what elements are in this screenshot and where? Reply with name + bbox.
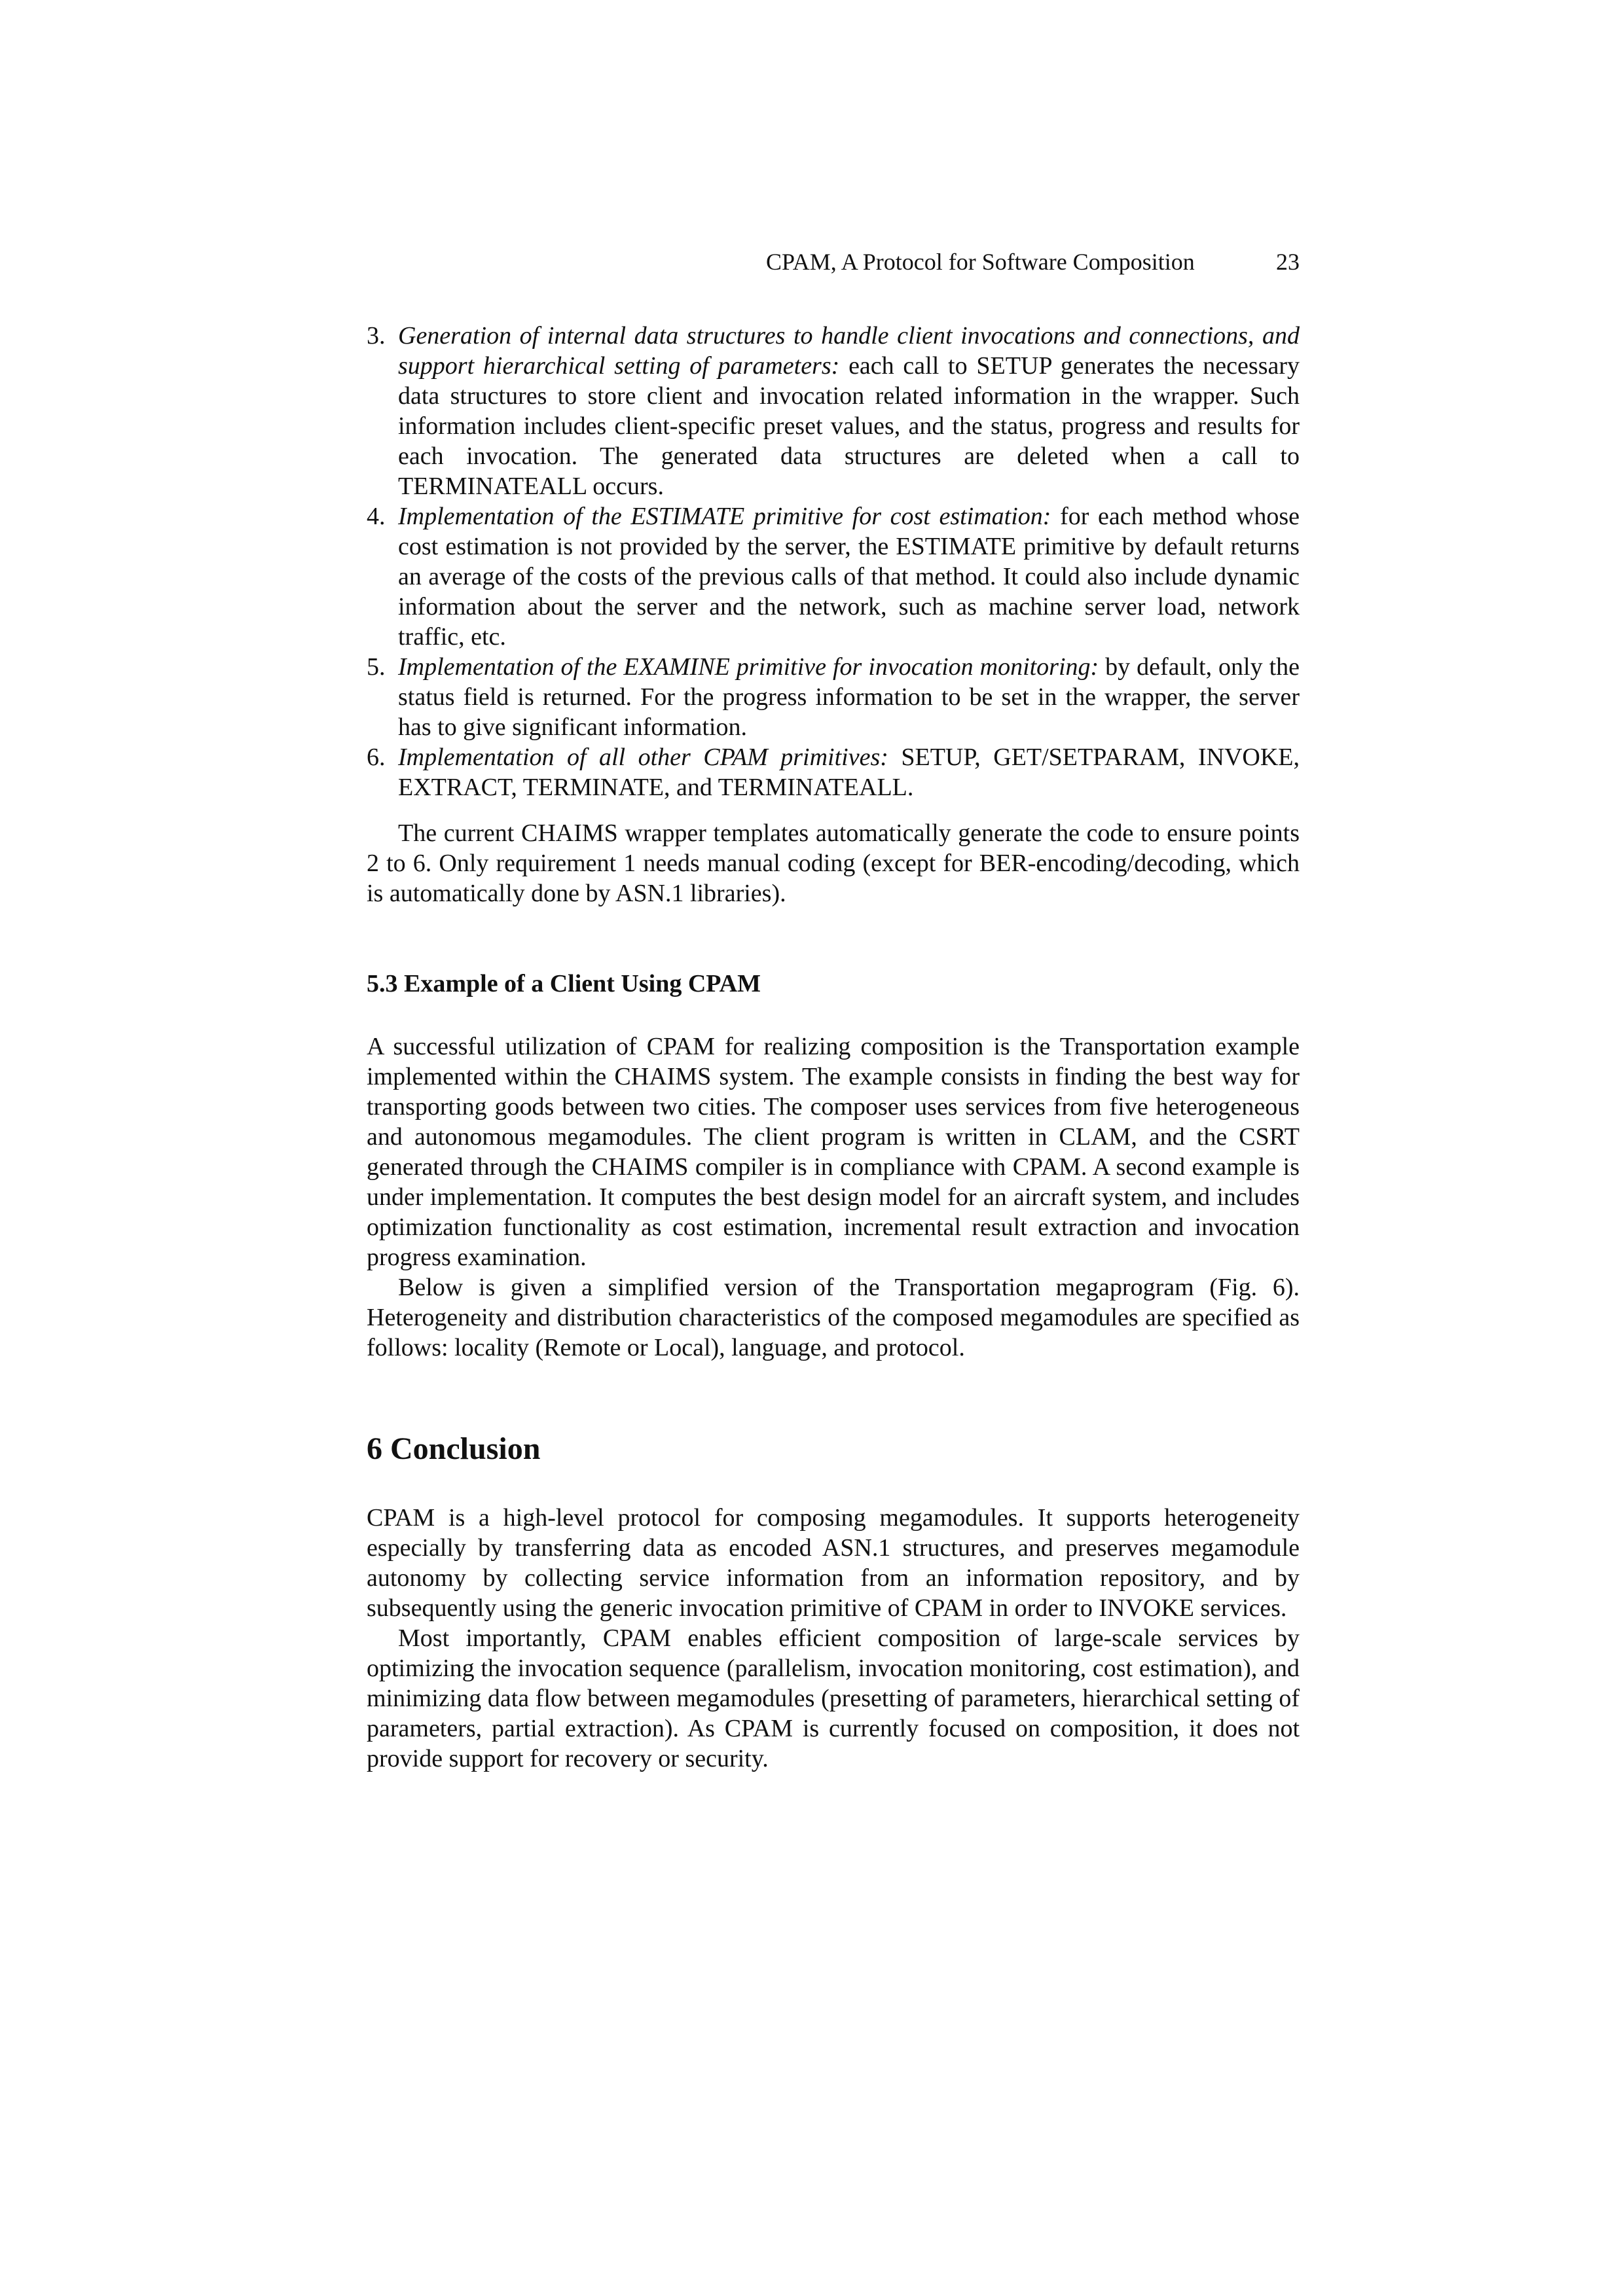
body-text	[367, 321, 1300, 1774]
section-5-3-heading: 5.3 Example of a Client Using CPAM	[367, 970, 761, 997]
list-item-lead: Generation of internal data structures to handle client invocations and connections, and support hierarchical setting of parameters:	[398, 322, 1300, 380]
list-item-number: 4.	[367, 503, 386, 530]
page-number: 23	[1276, 249, 1300, 275]
list-item-lead: Implementation of the EXAMINE primitive for invocation monitoring:	[398, 653, 1099, 681]
list-item	[367, 501, 1300, 652]
running-header	[766, 245, 1300, 278]
section-6-heading: 6 Conclusion	[367, 1431, 541, 1466]
list-item-text: SETUP, GET/SETPARAM, INVOKE, EXTRACT, TERMINATE, and TERMINATEALL.	[398, 744, 1300, 801]
list-item-text: each call to SETUP generates the necessary data structures to store client and invocation related information in the wrapper. Such information includes client-specific preset values, and the status, progress and results for each invocation. The generated data structures are deleted when a call to TERMINATEALL occurs.	[398, 352, 1300, 500]
list-item-lead: Implementation of the ESTIMATE primitive for cost estimation:	[398, 503, 1051, 530]
section-5-3-paragraph-2: Below is given a simplified version of the Transportation megaprogram (Fig. 6). Heterogeneity and distribution characteristics of the composed megamodules are specified as follows: locality (Remote or Local), language, and protocol.	[367, 1274, 1300, 1361]
requirements-list	[367, 321, 1300, 802]
list-item-number: 3.	[367, 322, 386, 350]
list-item-lead: Implementation of all other CPAM primitives:	[398, 744, 888, 771]
conclusion-paragraph-1: CPAM is a high-level protocol for composing megamodules. It supports heterogeneity especially by transferring data as encoded ASN.1 structures, and preserves megamodule autonomy by collecting service information from an information repository, and by subsequently using the generic invocation primitive of CPAM in order to INVOKE services.	[367, 1504, 1300, 1622]
list-item	[367, 742, 1300, 802]
list-item	[367, 652, 1300, 742]
list-item	[367, 321, 1300, 501]
wrapper-paragraph: The current CHAIMS wrapper templates automatically generate the code to ensure points 2 to 6. Only requirement 1 needs manual coding (except for BER-encoding/decoding, which is automatically done by ASN.1 libraries).	[367, 819, 1300, 907]
conclusion-paragraph-2: Most importantly, CPAM enables efficient composition of large-scale services by optimizing the invocation sequence (parallelism, invocation monitoring, cost estimation), and minimizing data flow between megamodules (presetting of parameters, hierarchical setting of parameters, partial extraction). As CPAM is currently focused on composition, it does not provide support for recovery or security.	[367, 1624, 1300, 1772]
list-item-text: by default, only the status field is returned. For the progress information to be set in the wrapper, the server has to give significant information.	[398, 653, 1300, 741]
section-5-3-paragraph-1: A successful utilization of CPAM for realizing composition is the Transportation example implemented within the CHAIMS system. The example consists in finding the best way for transporting goods between two cities. The composer uses services from five heterogeneous and autonomous megamodules. The client program is written in CLAM, and the CSRT generated through the CHAIMS compiler is in compliance with CPAM. A second example is under implementation. It computes the best design model for an aircraft system, and includes optimization functionality as cost estimation, incremental result extraction and invocation progress examination.	[367, 1033, 1300, 1271]
running-title: CPAM, A Protocol for Software Composition	[766, 249, 1195, 275]
list-item-number: 6.	[367, 744, 386, 771]
list-item-text: for each method whose cost estimation is not provided by the server, the ESTIMATE primitive by default returns an average of the costs of the previous calls of that method. It could also include dynamic information about the server and the network, such as machine server load, network traffic, etc.	[398, 503, 1300, 651]
list-item-number: 5.	[367, 653, 386, 681]
